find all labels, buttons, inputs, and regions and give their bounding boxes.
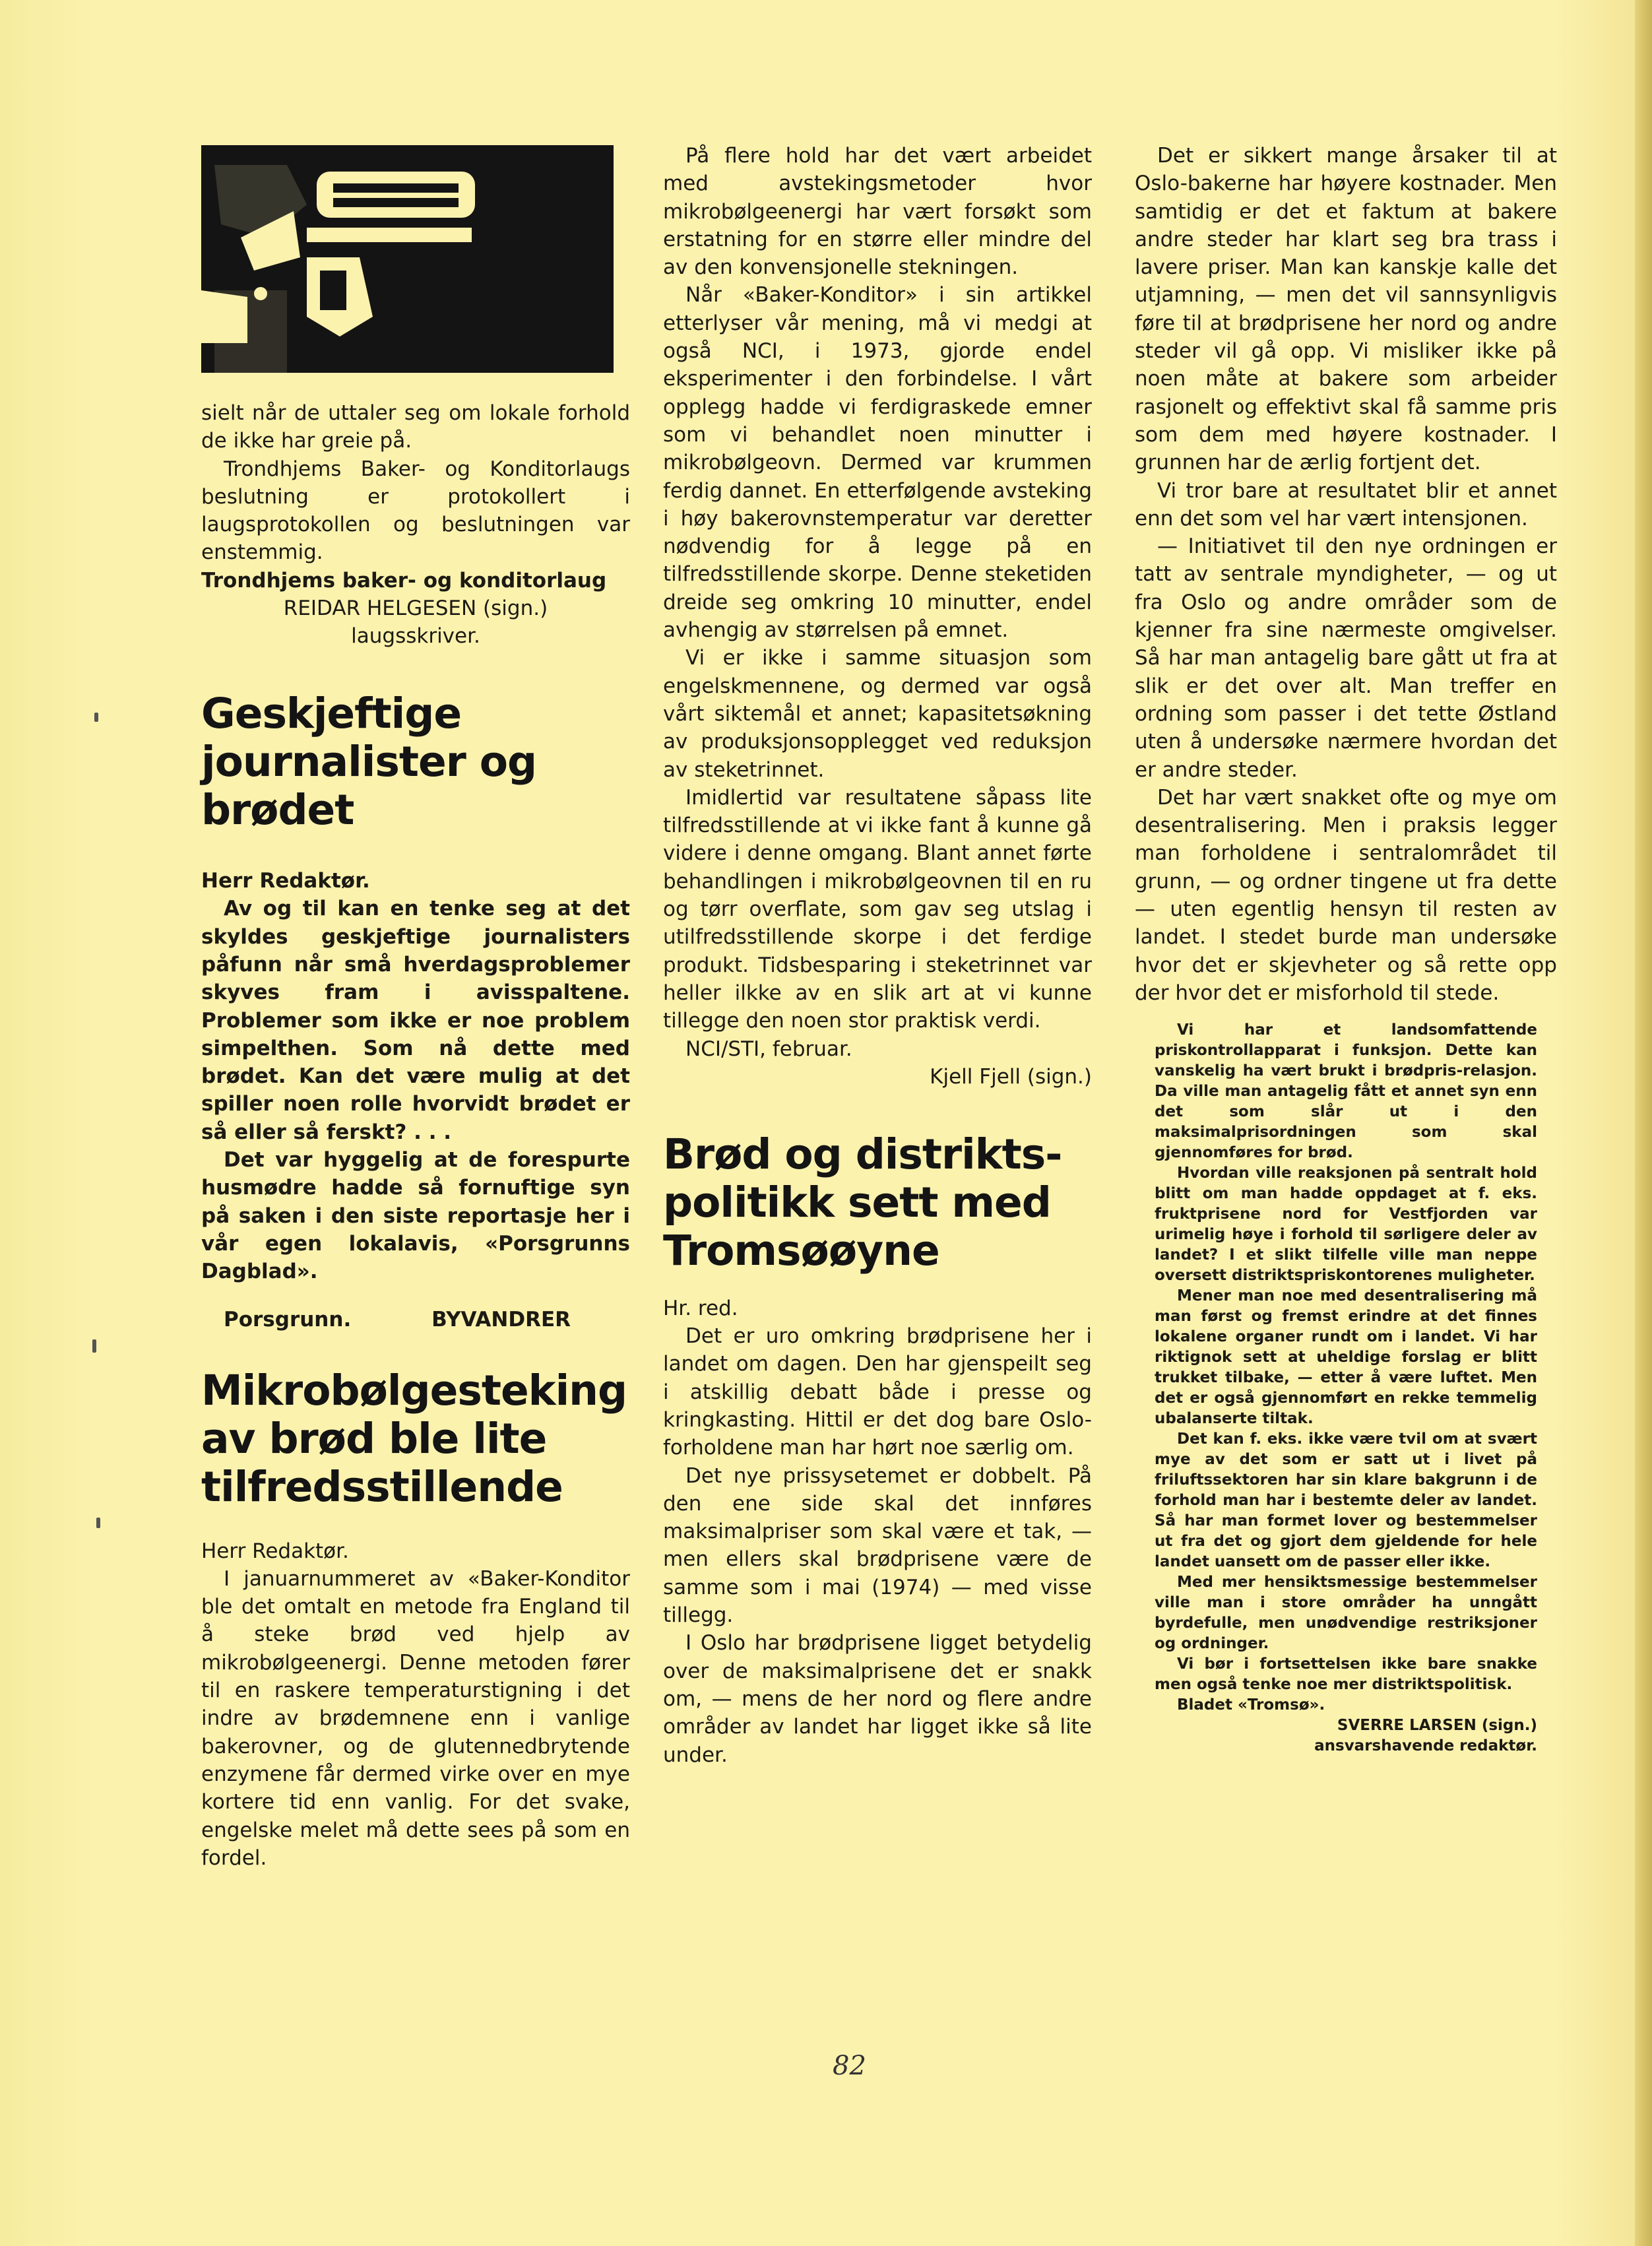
intro-paragraph: sielt når de uttaler seg om lokale forhold de ikke har greie på.	[201, 401, 630, 453]
article-paragraph: Det er sikkert mange årsaker til at Oslo-bakerne har høyere kostnader. Men samtidig er det et faktum at bakere andre steder har klart seg bra trass i lavere priser. Man kan kanskje kalle det utjamning, — men det vil sannsynligvis føre til at brødprisene her nord og andre steder vil gå opp. Vi misliker ikke på noen måte at bakere som arbeider rasjonelt og effektivt skal få samme pris som dem med høyere kostnader. I grunnen har de ærlig fortjent det.	[1135, 144, 1557, 475]
margin-mark	[96, 1518, 100, 1528]
small-paragraph: Hvordan ville reaksjonen på sentralt hold blitt om man hadde oppdaget at f. eks. fruktprisene nord for Vestfjorden var urimelig høye i forhold til sørligere deler av landet? I et slikt tilfelle ville man neppe oversett distriktspriskontorenes muligheter.	[1155, 1165, 1537, 1285]
article-paragraph: Det var hyggelig at de forespurte husmødre hadde så fornuftige syn på saken i den siste reportasje her i vår egen lokalavis, «Porsgrunns Dagblad».	[201, 1148, 630, 1284]
signoff-title: ansvarshavende redaktør.	[1314, 1737, 1537, 1755]
article-paragraph: Av og til kan en tenke seg at det skyldes geskjeftige journalisters påfunn når små hverdagsproblemer skyves fram i avisspaltene. Problemer som ikke er noe problem simpelthen. Som nå dette med brødet. Kan det være mulig at det spiller noen rolle hvorvidt brødet er så eller så ferskt? . . .	[201, 897, 630, 1144]
salutation: Hr. red.	[663, 1296, 738, 1320]
signoff-org: NCI/STI, februar.	[685, 1037, 852, 1061]
article-paragraph: Det er uro omkring brødprisene her i landet om dagen. Den har gjenspeilt seg i atskillig debatt både i presse og kringkasting. Hittil er det dog bare Oslo-forholdene man har hørt noe særlig om.	[663, 1324, 1092, 1460]
salutation: Herr Redaktør.	[201, 1539, 349, 1563]
margin-mark	[92, 1339, 96, 1353]
signoff-name: Kjell Fjell (sign.)	[930, 1064, 1092, 1089]
byline	[201, 1306, 571, 1333]
margin-mark	[94, 713, 98, 722]
article-paragraph: Vi tror bare at resultatet blir et annet enn det som vel har vært intensjonen.	[1135, 478, 1557, 530]
byline-place: Porsgrunn.	[224, 1307, 352, 1332]
signoff-name: REIDAR HELGESEN (sign.)	[283, 596, 548, 621]
article-paragraph: På flere hold har det vært arbeidet med avstekingsmetoder hvor mikrobølgeenergi har vært forsøkt som erstatning for en større eller mindre del av den konvensjonelle stekningen.	[663, 144, 1092, 280]
signoff-title: laugsskriver.	[351, 624, 480, 649]
article-paragraph: Det nye prissysetemet er dobbelt. På den ene side skal det innføres maksimalpriser som skal være et tak, — men ellers skal brødprisene være de samme som i mai (1974) — med visse tillegg.	[663, 1463, 1092, 1628]
intro-paragraph-2: Trondhjems Baker- og Konditorlaugs beslutning er protokollert i laugsprotokollen og beslutningen var enstemmig.	[201, 457, 630, 565]
page-edge-shadow	[1635, 0, 1652, 2246]
small-paragraph: Mener man noe med desentralisering må man først og fremst erindre at det finnes lokalene organer rundt om i landet. Vi har riktignok sett at uheldige forslag er blitt trukket tilbake, — etter å være luftet. Men det er også gjennomført en rekke temmelig ubalanserte tiltak.	[1155, 1287, 1537, 1428]
article-paragraph: Imidlertid var resultatene såpass lite tilfredsstillende at vi ikke fant å kunne gå videre i denne omgang. Blant annet førte behandlingen i mikrobølgeovnen til en ru og tørr overflate, som gav seg utslag i utilfredsstillende skorpe i det ferdige produkt. Tidsbesparing i steketrinnet var heller ilkke av en slik art at vi kunne tillegge den noen stor praktisk verdi.	[663, 785, 1092, 1033]
article-headline-mikrobolge: Mikrobølgesteking av brød ble lite tilfredsstillende	[201, 1366, 627, 1511]
byline-author: BYVANDRER	[431, 1307, 571, 1332]
small-print-section	[1135, 1020, 1557, 1756]
article-paragraph: I januarnummeret av «Baker-Konditor ble det omtalt en metode fra England til å steke brød ved hjelp av mikrobølgeenergi. Denne metoden fører til en raskere temperaturstigning i det indre av brødemnene enn i vanlige bakerovner, og de glutennedbrytende enzymene får dermed virke over en mye kortere tid enn vanlig. For det svake, engelske melet må dette sees på som en fordel.	[201, 1566, 630, 1870]
article-paragraph: Når «Baker-Konditor» i sin artikkel etterlyser vår mening, må vi medgi at også NCI, i 1973, gjorde endel eksperimenter i den forbindelse. I vårt opplegg hadde vi ferdigraskede emner som vi behandlet noen minutter i mikrobølgeovn. Dermed var krummen ferdig dannet. En etterfølgende avsteking i høy bakerovnstemperatur var deretter nødvendig for å legge på en tilfredsstillende skorpe. Denne steketiden dreide seg omkring 10 minutter, endel avhengig av størrelsen på emnet.	[663, 283, 1092, 643]
small-paragraph: Bladet «Tromsø».	[1177, 1696, 1325, 1714]
small-paragraph: Med mer hensiktsmessige bestemmelser ville man i store områder ha unngått byrdefulle, men unødvendige restriksjoner og ordninger.	[1155, 1574, 1537, 1653]
small-paragraph: Vi har et landsomfattende priskontrollapparat i funksjon. Dette kan vanskelig ha vært brukt i brødpris-relasjon. Da ville man antagelig fått et annet syn enn det som slår ut i den maksimalprisordningen som skal gjennomføres for brød.	[1155, 1021, 1537, 1162]
gloved-hand-with-bread-icon	[201, 145, 614, 373]
signoff-name: SVERRE LARSEN (sign.)	[1337, 1717, 1537, 1735]
salutation: Herr Redaktør.	[201, 869, 370, 893]
column-middle	[663, 142, 1092, 1769]
small-paragraph: Vi bør i fortsettelsen ikke bare snakke men også tenke noe mer distriktspolitisk.	[1155, 1655, 1537, 1694]
page-number: 82	[833, 2051, 866, 2081]
signoff-org: Trondhjems baker- og konditorlaug	[201, 568, 607, 593]
column-left	[201, 145, 630, 1872]
article-headline-journalister: Geskjeftige journalister og brødet	[201, 690, 537, 835]
column-right	[1135, 142, 1557, 1756]
article-headline-tromso: Brød og distrikts-politikk sett med Tromsøøyne	[663, 1130, 1062, 1275]
article-paragraph: Det har vært snakket ofte og mye om desentralisering. Men i praksis legger man forholdene i sentralområdet til grunn, — og ordner tingene ut fra dette — uten egentlig hensyn til resten av landet. I stedet burde man undersøke hvor det er skjevheter og så rette opp der hvor det er misforhold til stede.	[1135, 785, 1557, 1005]
article-paragraph: — Initiativet til den nye ordningen er tatt av sentrale myndigheter, — og ut fra Oslo og andre områder som de kjenner fra sine nærmeste omgivelser. Så har man antagelig bare gått ut fra at slik er det over alt. Man treffer en ordning som passer i det tette Østland uten å undersøke nærmere hvordan det er andre steder.	[1135, 534, 1557, 782]
article-paragraph: I Oslo har brødprisene ligget betydelig over de maksimalprisene det er snakk om, — mens de her nord og flere andre områder av landet har ligget ikke så lite under.	[663, 1631, 1092, 1767]
article-paragraph: Vi er ikke i samme situasjon som engelskmennene, og dermed var også vårt siktemål et annet; kapasitetsøkning av produksjonsopplegget ved reduksjon av steketrinnet.	[663, 646, 1092, 782]
small-paragraph: Det kan f. eks. ikke være tvil om at svært mye av det som er satt ut i livet på friluftssektoren har sin klare bakgrunn i de forhold man har i bestemte deler av landet. Så har man formet lover og bestemmelser ut fra det og gjort dem gjeldende for hele landet uansett om de passer eller ikke.	[1155, 1430, 1537, 1571]
